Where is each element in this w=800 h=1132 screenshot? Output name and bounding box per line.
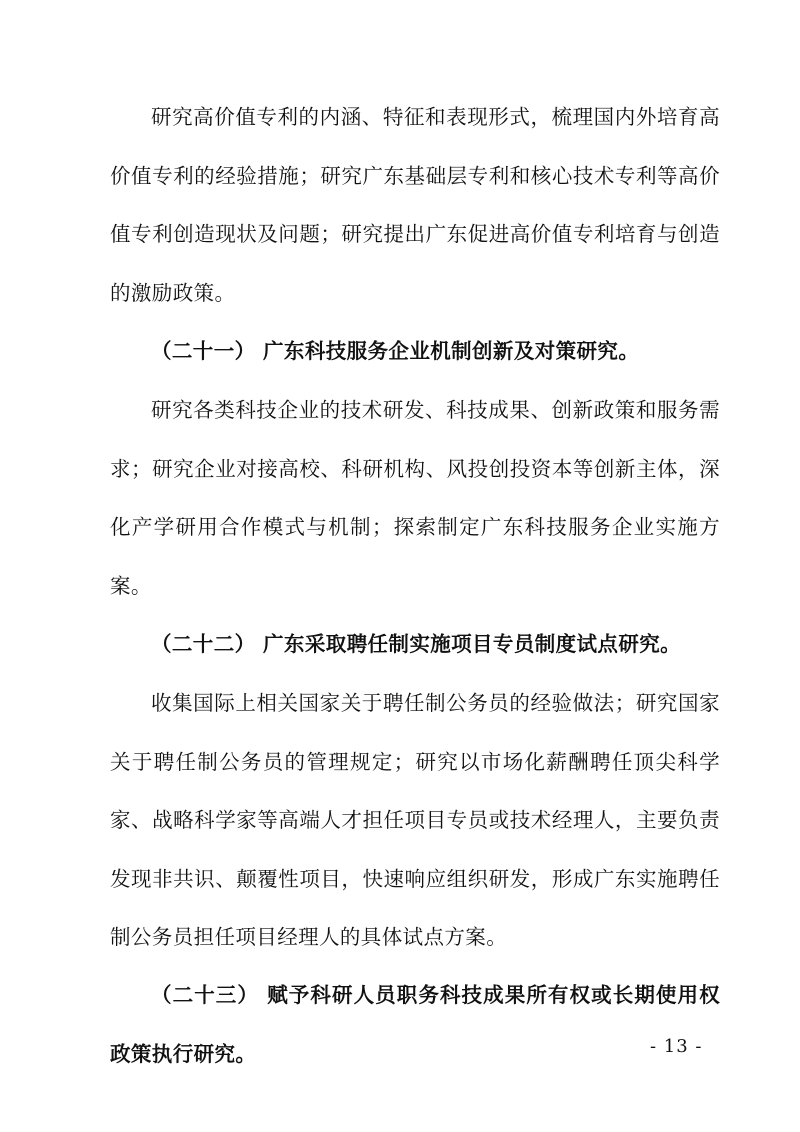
heading-item-22: （二十二） 广东采取聘任制实施项目专员制度试点研究。 xyxy=(151,632,682,656)
paragraph-tech-service-enterprises: 研究各类科技企业的技术研发、科技成果、创新政策和服务需求；研究企业对接高校、科研机构、风投创投资本等创新主体，深化产学研用合作模式与机制；探索制定广东科技服务企业实施方案。 xyxy=(110,398,720,598)
paragraph-project-commissioner: 收集国际上相关国家关于聘任制公务员的经验做法；研究国家关于聘任制公务员的管理规定；研究以市场化薪酬聘任顶尖科学家、战略科学家等高端人才担任项目专员或技术经理人，主要负责发现非共识、颠覆性项目，快速响应组织研发，形成广东实施聘任制公务员担任项目经理人的具体试点方案。 xyxy=(110,691,720,949)
page-number: - 13 - xyxy=(650,1036,703,1057)
paragraph-high-value-patents: 研究高价值专利的内涵、特征和表现形式，梳理国内外培育高价值专利的经验措施；研究广东基础层专利和核心技术专利等高价值专利创造现状及问题；研究提出广东促进高价值专利培育与创造的激励政策。 xyxy=(110,105,720,305)
heading-item-21: （二十一） 广东科技服务企业机制创新及对策研究。 xyxy=(151,339,640,363)
heading-item-23: （二十三） 赋予科研人员职务科技成果所有权或长期使用权政策执行研究。 xyxy=(110,983,720,1066)
